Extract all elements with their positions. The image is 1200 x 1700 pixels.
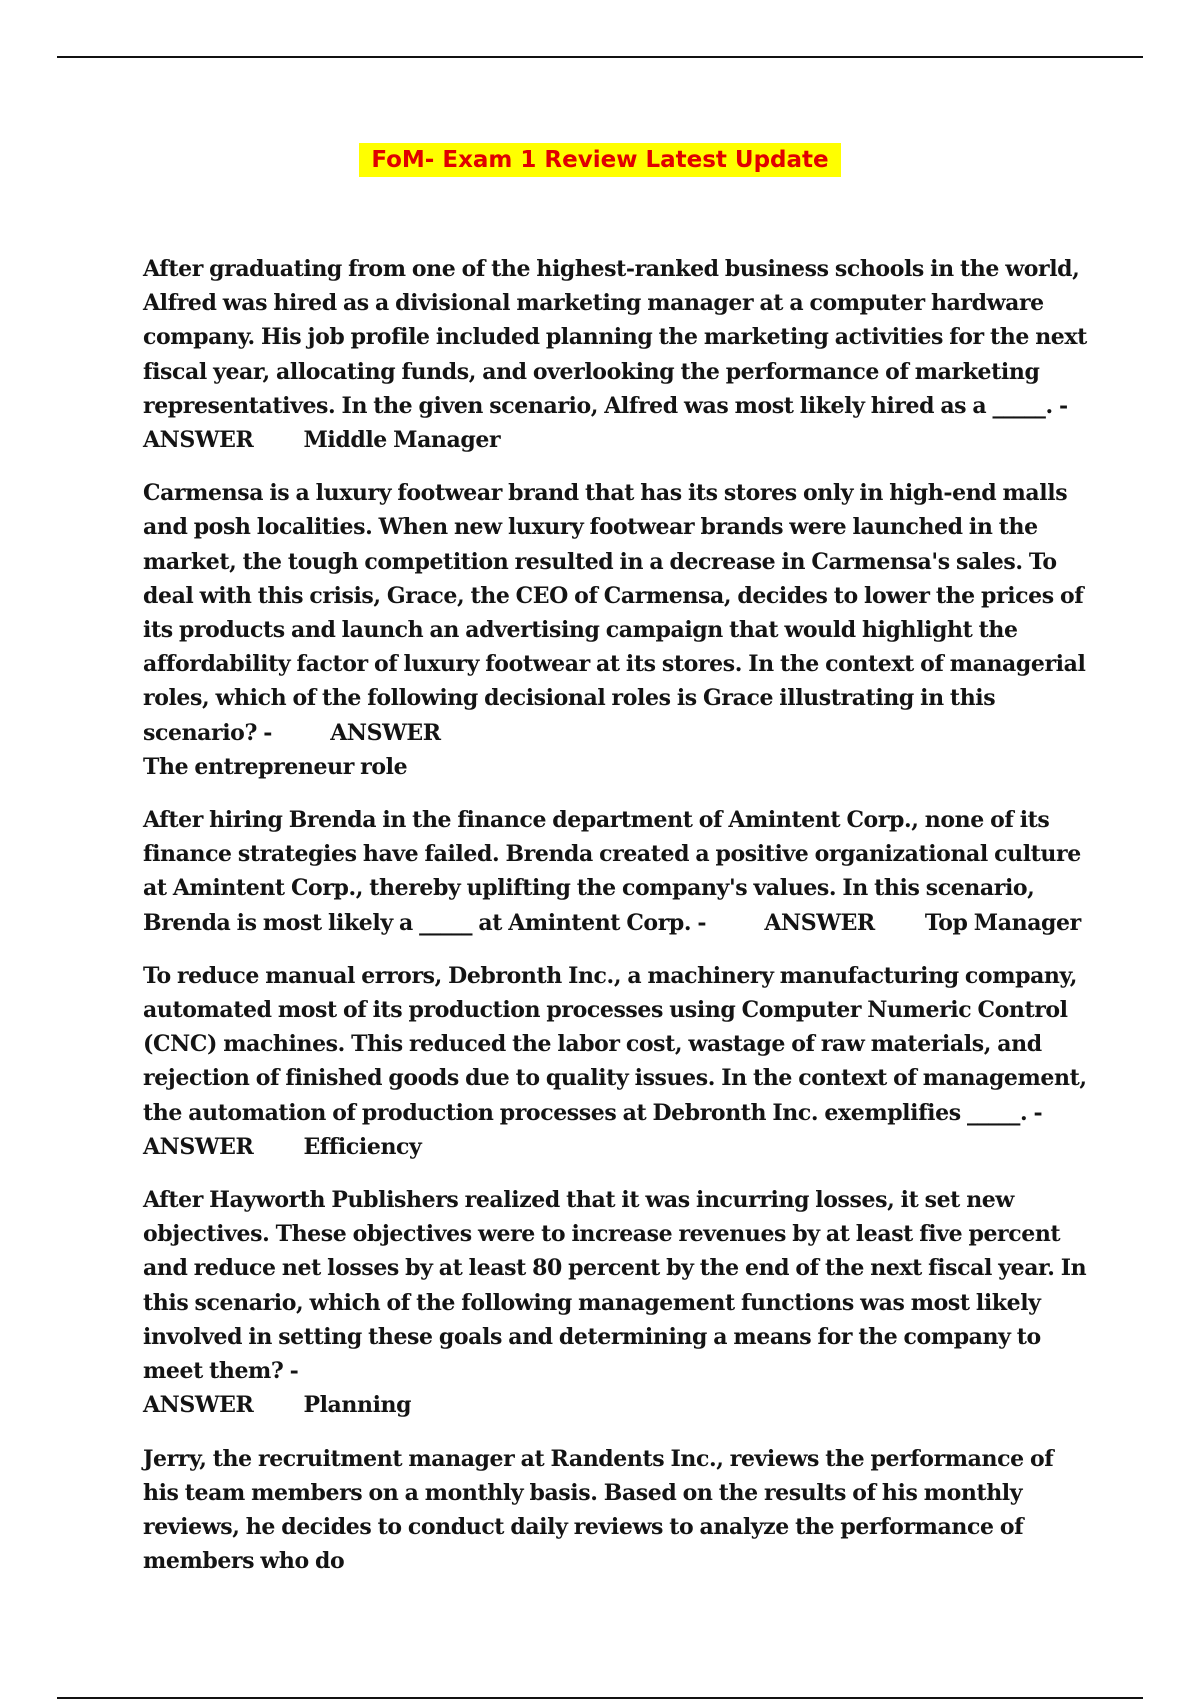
answer-label: ANSWER xyxy=(143,1392,254,1419)
question-text: To reduce manual errors, Debronth Inc., a machinery manufacturing company, automated most of its production processes using Computer Numeric Control (CNC) machines. This reduced the labor cost, wastage of raw materials, and rejection of finished goods due to quality issues. In the context of management, the automation of production processes at Debronth Inc. exemplifies _____. - xyxy=(143,962,1087,1126)
question-text: After hiring Brenda in the finance department of Amintent Corp., none of its finance strategies have failed. Brenda created a positive organizational culture at Amintent Corp., thereby uplifting the company's values. In this scenario, Brenda is most likely a _____ at Amintent Corp. - xyxy=(143,807,1081,936)
question-text: After Hayworth Publishers realized that it was incurring losses, it set new objectives. These objectives were to increase revenues by at least five percent and reduce net losses by at least 80 percent by the end of the next fiscal year. In this scenario, which of the following management functions was most likely involved in setting these goals and determining a means for the company to meet them? - xyxy=(143,1187,1087,1385)
qa-item xyxy=(143,252,1093,457)
qa-item xyxy=(143,1183,1093,1422)
qa-item xyxy=(143,803,1093,940)
document-title: FoM- Exam 1 Review Latest Update xyxy=(359,143,840,177)
qa-item xyxy=(143,476,1093,784)
answer-text: Top Manager xyxy=(924,909,1081,936)
footer-rule xyxy=(57,1697,1143,1699)
qa-item xyxy=(143,1442,1093,1579)
qa-item xyxy=(143,959,1093,1164)
question-text: After graduating from one of the highest-ranked business schools in the world, Alfred was hired as a divisional marketing manager at a computer hardware company. His job profile included planning the marketing activities for the next fiscal year, allocating funds, and overlooking the performance of marketing representatives. In the given scenario, Alfred was most likely hired as a _____. - xyxy=(143,256,1087,419)
question-text: Jerry, the recruitment manager at Randents Inc., reviews the performance of his team members on a monthly basis. Based on the results of his monthly reviews, he decides to conduct daily reviews to analyze the performance of members who do xyxy=(143,1445,1054,1575)
answer-label: ANSWER xyxy=(143,427,254,454)
answer-label: ANSWER xyxy=(143,1133,254,1160)
qa-list xyxy=(143,252,1093,1597)
header-rule xyxy=(57,56,1143,58)
answer-label: ANSWER xyxy=(764,909,875,936)
question-text: Carmensa is a luxury footwear brand that has its stores only in high-end malls and posh localities. When new luxury footwear brands were launched in the market, the tough competition resulted in a decrease in Carmensa's sales. To deal with this crisis, Grace, the CEO of Carmensa, decides to lower the prices of its products and launch an advertising campaign that would highlight the affordability factor of luxury footwear at its stores. In the context of managerial roles, which of the following decisional roles is Grace illustrating in this scenario? - xyxy=(143,480,1086,746)
answer-text: The entrepreneur role xyxy=(143,753,408,780)
answer-text: Middle Manager xyxy=(303,427,501,454)
title-area xyxy=(0,143,1200,177)
answer-text: Planning xyxy=(303,1392,412,1419)
answer-label: ANSWER xyxy=(330,719,441,746)
answer-text: Efficiency xyxy=(303,1133,422,1160)
